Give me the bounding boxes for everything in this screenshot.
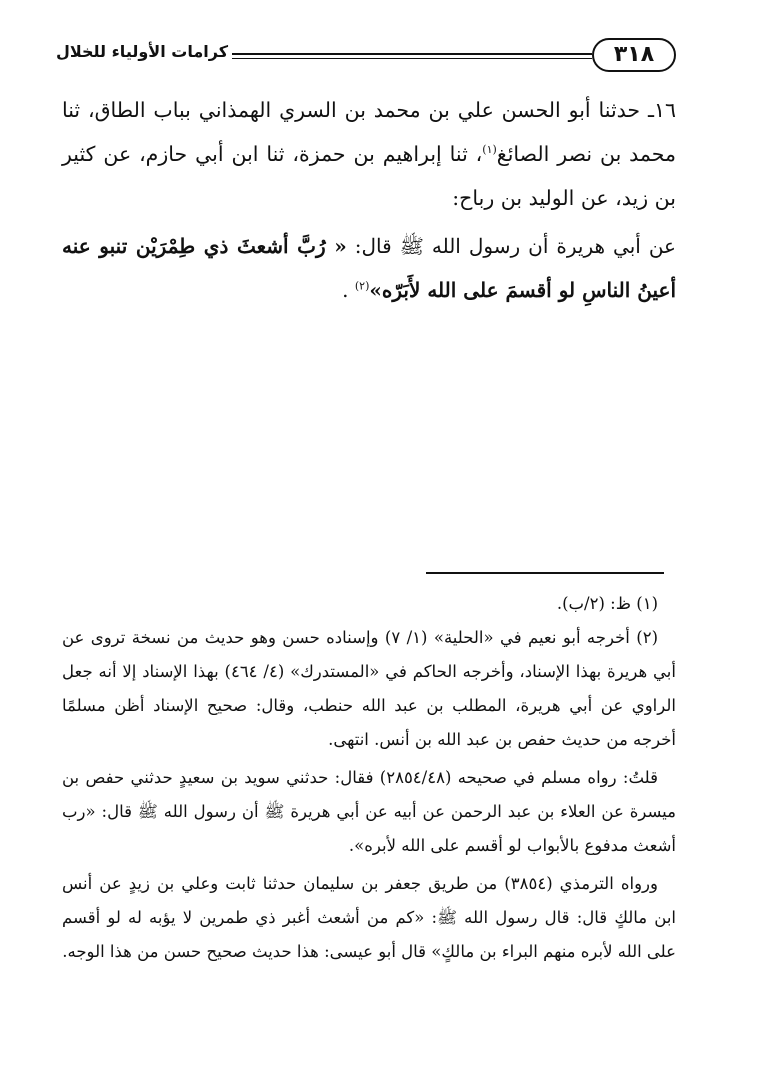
header-rule <box>232 53 592 55</box>
footnote-1: (١) ظ: (٢/ب). <box>556 594 658 613</box>
footnote-ref-1: (١) <box>482 143 497 157</box>
footnotes <box>62 587 676 969</box>
footnote-2: (٢) أخرجه أبو نعيم في «الحلية» (١/ ٧) وإسناده حسن وهو حديث من نسخة تروى عن أبي هريرة بهذا الإسناد، وأخرجه الحاكم في «المستدرك» (٤/ ٤٦٤) بهذا الإسناد إلا أنه جعل الراوي عن أبي هريرة، المطلب بن عبد الله حنطب، وقال: صحيح الإسناد أظن مسلمًا أخرجه من حديث حفص بن عبد الله بن أنس. انتهى. <box>62 628 676 749</box>
hadith-end: . <box>342 278 355 302</box>
isnad-text-rest: ، ثنا إبراهيم بن حمزة، ثنا ابن أبي حازم، عن كثير بن زيد، عن الوليد بن رباح: <box>62 142 676 210</box>
page-number: ٣١٨ <box>592 38 676 72</box>
footnote-ref-2: (٢) <box>354 279 370 293</box>
hadith-text: « رُبَّ أشعثَ ذي طِمْرَيْن تنبو عنه أعينُ الناسِ لو أقسمَ على الله لأَبَرّه» <box>62 234 676 302</box>
hadith-intro: عن أبي هريرة أن رسول الله ﷺ قال: <box>346 234 676 258</box>
isnad-text: ١٦ـ حدثنا أبو الحسن علي بن محمد بن السري الهمذاني بباب الطاق، ثنا محمد بن نصر الصائغ <box>62 98 676 166</box>
footnote-separator <box>426 572 664 574</box>
isnad-paragraph <box>62 88 676 220</box>
page-header <box>55 36 676 80</box>
running-title: كرامات الأولياء للخلال <box>55 42 228 61</box>
footnote-note-1: قلتُ: رواه مسلم في صحيحه (٢٨٥٤/٤٨) فقال: حدثني سويد بن سعيدٍ حدثني حفص بن ميسرة عن العلاء بن عبد الرحمن عن أبيه عن أبي هريرة ﷺ أن رسول الله ﷺ قال: «رب أشعث مدفوع بالأبواب لو أقسم على الله لأبره». <box>62 768 676 855</box>
footnote-note-2: ورواه الترمذي (٣٨٥٤) من طريق جعفر بن سليمان حدثنا ثابت وعلي بن زيدٍ عن أنس ابن مالكٍ قال: قال رسول الله ﷺ: «كم من أشعث أغبر ذي طمرين لا يؤبه له لو أقسم على الله لأبره منهم البراء بن مالكٍ» قال أبو عيسى: هذا حديث صحيح حسن من هذا الوجه. <box>62 874 676 961</box>
header-rule-thin <box>232 58 592 59</box>
main-text <box>62 88 676 312</box>
hadith-paragraph <box>62 224 676 312</box>
